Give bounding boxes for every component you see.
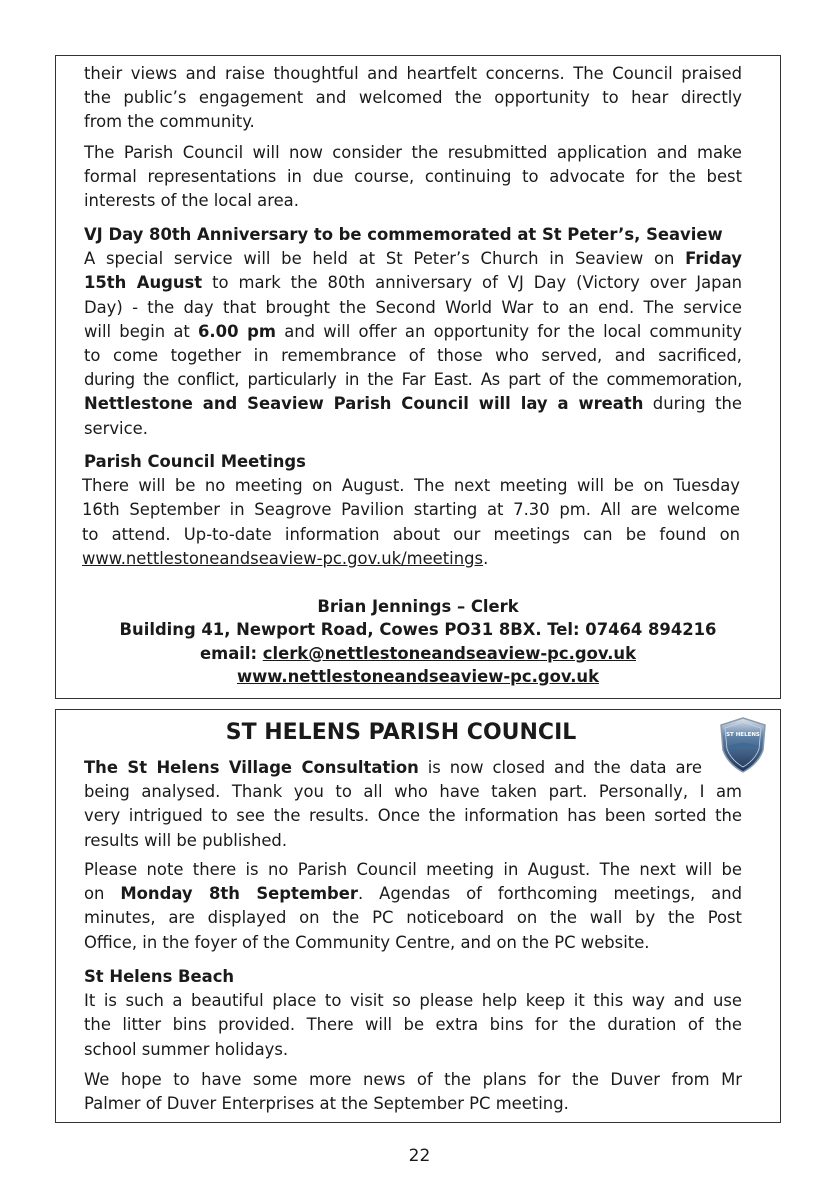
text-line: results will be published. <box>84 830 288 850</box>
clerk-email-link[interactable]: clerk@nettlestoneandseaview-pc.gov.uk <box>262 644 636 663</box>
text-line <box>84 271 742 295</box>
beach-section <box>84 965 742 1062</box>
paragraph-resubmitted-application <box>84 141 742 214</box>
email-label: email: <box>200 644 263 663</box>
text-line <box>82 547 740 571</box>
beach-heading: St Helens Beach <box>84 967 235 986</box>
text-line: their views and raise thoughtful and heartfelt concerns. The Council praised <box>84 64 742 83</box>
text-line: during the conflict, particularly in the Far East. As part of the commemoration, <box>84 370 742 390</box>
text-line: There will be no meeting on August. The next meeting will be on Tuesday <box>82 476 740 496</box>
text-line: We hope to have some more news of the plans for the Duver from Mr <box>84 1070 742 1089</box>
text-span: during the <box>643 394 742 414</box>
text-line <box>84 882 742 906</box>
text-line: to come together in remembrance of those who served, and sacrificed, <box>84 346 742 366</box>
text-line: the public’s engagement and welcomed the opportunity to hear directly <box>84 88 742 108</box>
crest-text: ST HELENS <box>726 732 760 738</box>
vj-day-section <box>84 223 742 441</box>
text-line: Office, in the foyer of the Community Centre, and on the PC website. <box>84 932 650 952</box>
clerk-address: Building 41, Newport Road, Cowes PO31 8BX. Tel: 07464 894216 <box>119 620 717 639</box>
text-line: minutes, are displayed on the PC noticeboard on the wall by the Post <box>84 908 742 928</box>
text-line <box>84 320 742 344</box>
text-span: to mark the 80th anniversary of VJ Day (Victory over Japan <box>202 273 742 293</box>
text-span: . <box>483 548 489 568</box>
council-website-link[interactable]: www.nettlestoneandseaview-pc.gov.uk <box>236 667 599 686</box>
consultation-paragraph <box>84 756 742 853</box>
text-line: formal representations in due course, continuing to advocate for the best <box>84 167 742 187</box>
text-span: A special service will be held at St Peter’s Church in Seaview on <box>84 249 686 269</box>
text-line <box>84 756 702 780</box>
st-helens-article <box>55 709 781 1123</box>
parish-meetings-section <box>82 450 740 571</box>
text-line <box>84 247 742 271</box>
consultation-name: The St Helens Village Consultation <box>84 758 419 777</box>
text-line: very intrigued to see the results. Once the information has been sorted the <box>84 806 742 826</box>
paragraph-public-engagement <box>84 62 742 135</box>
text-line: to attend. Up-to-date information about our meetings can be found on <box>82 524 740 544</box>
text-line: It is such a beautiful place to visit so please help keep it this way and use <box>84 991 742 1011</box>
council-website-line <box>56 665 780 688</box>
service-day: Friday <box>685 249 742 269</box>
text-span: on <box>84 884 121 904</box>
text-line: The Parish Council will now consider the resubmitted application and make <box>84 143 742 162</box>
text-line: the litter bins provided. There will be extra bins for the duration of the <box>84 1015 742 1035</box>
text-line: Please note there is no Parish Council meeting in August. The next will be <box>84 860 742 879</box>
text-line: 16th September in Seagrove Pavilion starting at 7.30 pm. All are welcome <box>82 500 740 520</box>
clerk-name: Brian Jennings – Clerk <box>317 597 519 616</box>
text-line: service. <box>84 418 148 438</box>
st-helens-title: ST HELENS PARISH COUNCIL <box>225 720 577 745</box>
service-time: 6.00 pm <box>198 321 276 341</box>
text-span: will begin at <box>84 321 199 341</box>
text-line <box>84 392 742 416</box>
text-line: interests of the local area. <box>84 191 299 211</box>
text-span: is now closed and the data are <box>418 758 702 777</box>
page-number: 22 <box>408 1146 431 1166</box>
duver-paragraph <box>84 1068 742 1116</box>
meetings-heading: Parish Council Meetings <box>84 452 306 471</box>
meeting-notice-paragraph <box>84 858 742 955</box>
wreath-notice: Nettlestone and Seaview Parish Council will lay a wreath <box>84 394 644 414</box>
text-line: from the community. <box>84 112 255 132</box>
clerk-email-line <box>56 642 780 665</box>
vj-day-heading: VJ Day 80th Anniversary to be commemorated at St Peter’s, Seaview <box>84 225 723 244</box>
next-meeting-date: Monday 8th September <box>120 884 358 904</box>
text-line: Day) - the day that brought the Second World War to an end. The service <box>84 297 742 317</box>
text-line: being analysed. Thank you to all who have taken part. Personally, I am <box>84 782 742 802</box>
nettlestone-seaview-article <box>55 55 781 699</box>
text-line: school summer holidays. <box>84 1039 289 1059</box>
text-line: Palmer of Duver Enterprises at the September PC meeting. <box>84 1094 569 1114</box>
meetings-link[interactable]: www.nettlestoneandseaview-pc.gov.uk/meetings <box>82 548 484 568</box>
text-span: and will offer an opportunity for the local community <box>276 321 742 341</box>
text-span: . Agendas of forthcoming meetings, and <box>357 884 742 904</box>
service-date: 15th August <box>84 273 203 293</box>
